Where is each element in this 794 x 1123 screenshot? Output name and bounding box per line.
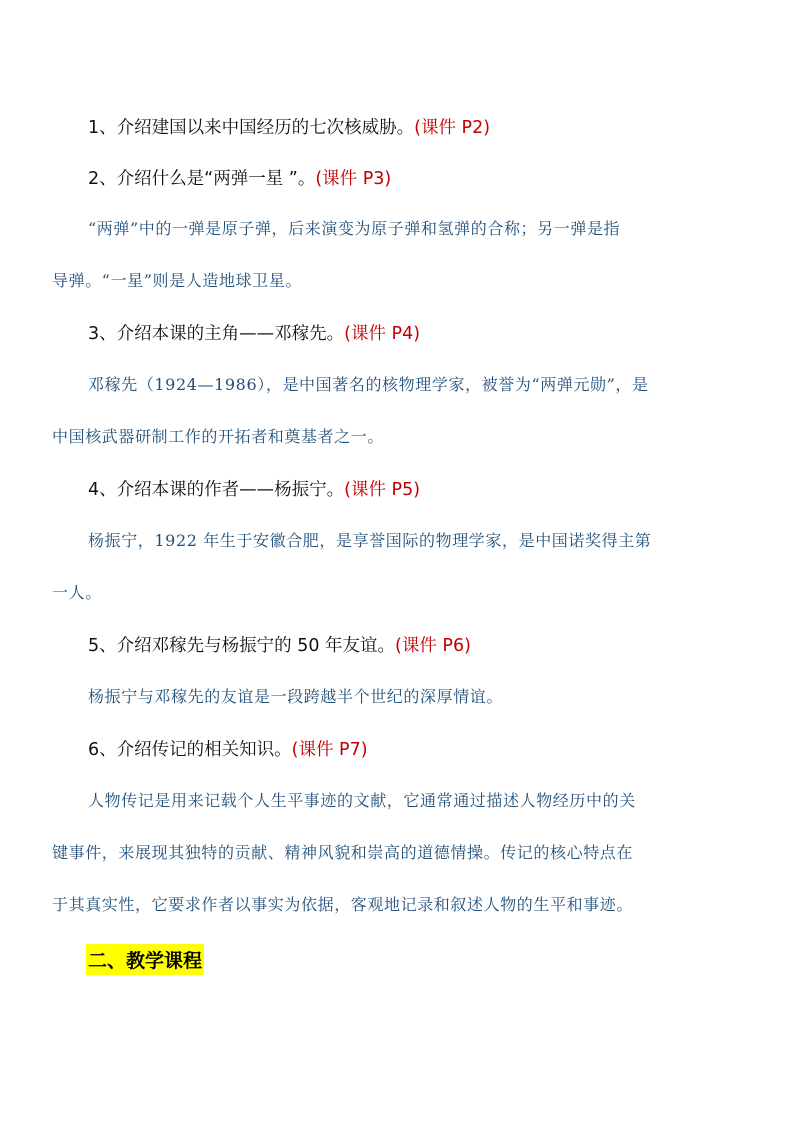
item-6-text: 6、介绍传记的相关知识。 (88, 740, 292, 760)
item-1-text: 1、介绍建国以来中国经历的七次核威胁。 (88, 118, 415, 138)
item-5-paragraph-line-1: 杨振宁与邓稼先的友谊是一段跨越半个世纪的深厚情谊。 (88, 687, 504, 706)
item-4-paragraph-line-2: 一人。 (52, 583, 102, 602)
item-5-ref: (课件 P6) (395, 636, 471, 656)
item-4-text: 4、介绍本课的作者——杨振宁。 (88, 480, 345, 500)
item-6-heading (88, 736, 368, 761)
item-3-heading (88, 320, 420, 345)
item-6-ref: (课件 P7) (291, 740, 368, 760)
item-6-paragraph-line-3: 于其真实性，它要求作者以事实为依据，客观地记录和叙述人物的生平和事迹。 (52, 895, 634, 914)
item-3-text: 3、介绍本课的主角——邓稼先。 (88, 324, 345, 344)
item-1-ref: (课件 P2) (414, 118, 491, 138)
item-3-paragraph-line-2: 中国核武器研制工作的开拓者和奠基者之一。 (52, 427, 385, 446)
item-2-ref: (课件 P3) (315, 169, 392, 189)
item-5-heading (88, 632, 471, 657)
item-2-text: 2、介绍什么是“两弹一星 ”。 (88, 169, 316, 189)
item-3-ref: (课件 P4) (344, 324, 421, 344)
item-2-paragraph-line-1: “两弹”中的一弹是原子弹，后来演变为原子弹和氢弹的合称；另一弹是指 (88, 219, 621, 238)
item-1-heading (88, 114, 490, 139)
item-4-paragraph-line-1: 杨振宁，1922 年生于安徽合肥，是享誉国际的物理学家，是中国诺奖得主第 (88, 531, 652, 550)
item-6-paragraph-line-2: 键事件，来展现其独特的贡献、精神风貌和崇高的道德情操。传记的核心特点在 (52, 843, 634, 862)
item-4-ref: (课件 P5) (344, 480, 421, 500)
item-4-heading (88, 476, 420, 501)
item-3-paragraph-line-1: 邓稼先（1924—1986），是中国著名的核物理学家，被誉为“两弹元勋”，是 (88, 375, 649, 394)
item-2-paragraph-line-2: 导弹。“一星”则是人造地球卫星。 (52, 271, 302, 290)
section-heading: 二、教学课程 (86, 944, 204, 975)
item-6-paragraph-line-1: 人物传记是用来记载个人生平事迹的文献，它通常通过描述人物经历中的关 (88, 791, 636, 810)
item-2-heading (88, 165, 391, 190)
item-5-text: 5、介绍邓稼先与杨振宁的 50 年友谊。 (88, 636, 396, 656)
